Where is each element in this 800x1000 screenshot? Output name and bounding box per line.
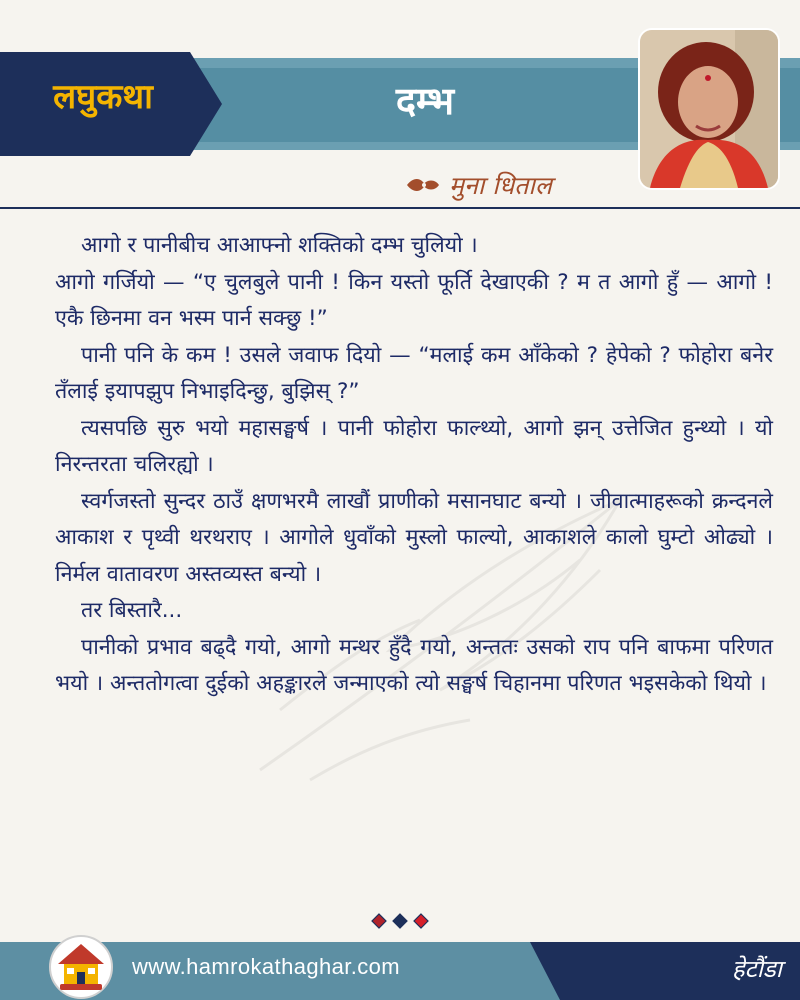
author-name: मुना धिताल [449, 171, 552, 200]
website-link[interactable]: www.hamrokathaghar.com [132, 954, 401, 979]
author-photo [640, 30, 778, 188]
diamond-separator-icon [369, 911, 431, 931]
story-paragraph: तर बिस्तारै... [81, 598, 183, 623]
story-paragraph: आगो र पानीबीच आआफ्नो शक्तिको दम्भ चुलियो । [81, 233, 478, 258]
story-paragraph: आगो गर्जियो — “ए चुलबुले पानी ! किन यस्तो फूर्ति देखाएकी ? म त आगो हुँ — आगो ! एकै छिनमा वन भस्म पार्न सक्छु !” [55, 269, 773, 331]
story-paragraph: पानी पनि के कम ! उसले जवाफ दियो — “मलाई कम आँकेको ? हेपेको ? फोहोरा बनेर तँलाई इयापझुप निभाइदिन्छु, बुझिस् ?” [55, 342, 773, 404]
category-label: लघुकथा [53, 77, 153, 117]
place-name: हेटौंडा [731, 955, 782, 983]
author-portrait-image [640, 30, 778, 188]
header-divider [0, 207, 800, 209]
quill-icon [405, 175, 441, 195]
story-paragraph: पानीको प्रभाव बढ्दै गयो, आगो मन्थर हुँदै गयो, अन्ततः उसको राप पनि बाफमा परिणत भयो । अन्ततोगत्वा दुईको अहङ्कारले जन्माएको त्यो सङ्घर्ष चिहानमा परिणत भइसकेको थियो । [55, 634, 773, 696]
author-byline [405, 165, 552, 205]
house-logo-icon[interactable] [48, 934, 114, 1000]
story-paragraph: स्वर्गजस्तो सुन्दर ठाउँ क्षणभरमै लाखौं प्राणीको मसानघाट बन्यो । जीवात्माहरूको क्रन्दनले आकाश र पृथ्वी थरथराए । आगोले धुवाँको मुस्लो फाल्यो, आकाशले कालो घुम्टो ओढ्यो । निर्मल वातावरण अस्तव्यस्त बन्यो । [55, 488, 773, 587]
story-title: दम्भ [395, 79, 455, 123]
story-body [55, 228, 773, 703]
story-paragraph: त्यसपछि सुरु भयो महासङ्घर्ष । पानी फोहोरा फाल्थ्यो, आगो झन् उत्तेजित हुन्थ्यो । यो निरन्तरता चलिरह्यो । [55, 415, 773, 477]
